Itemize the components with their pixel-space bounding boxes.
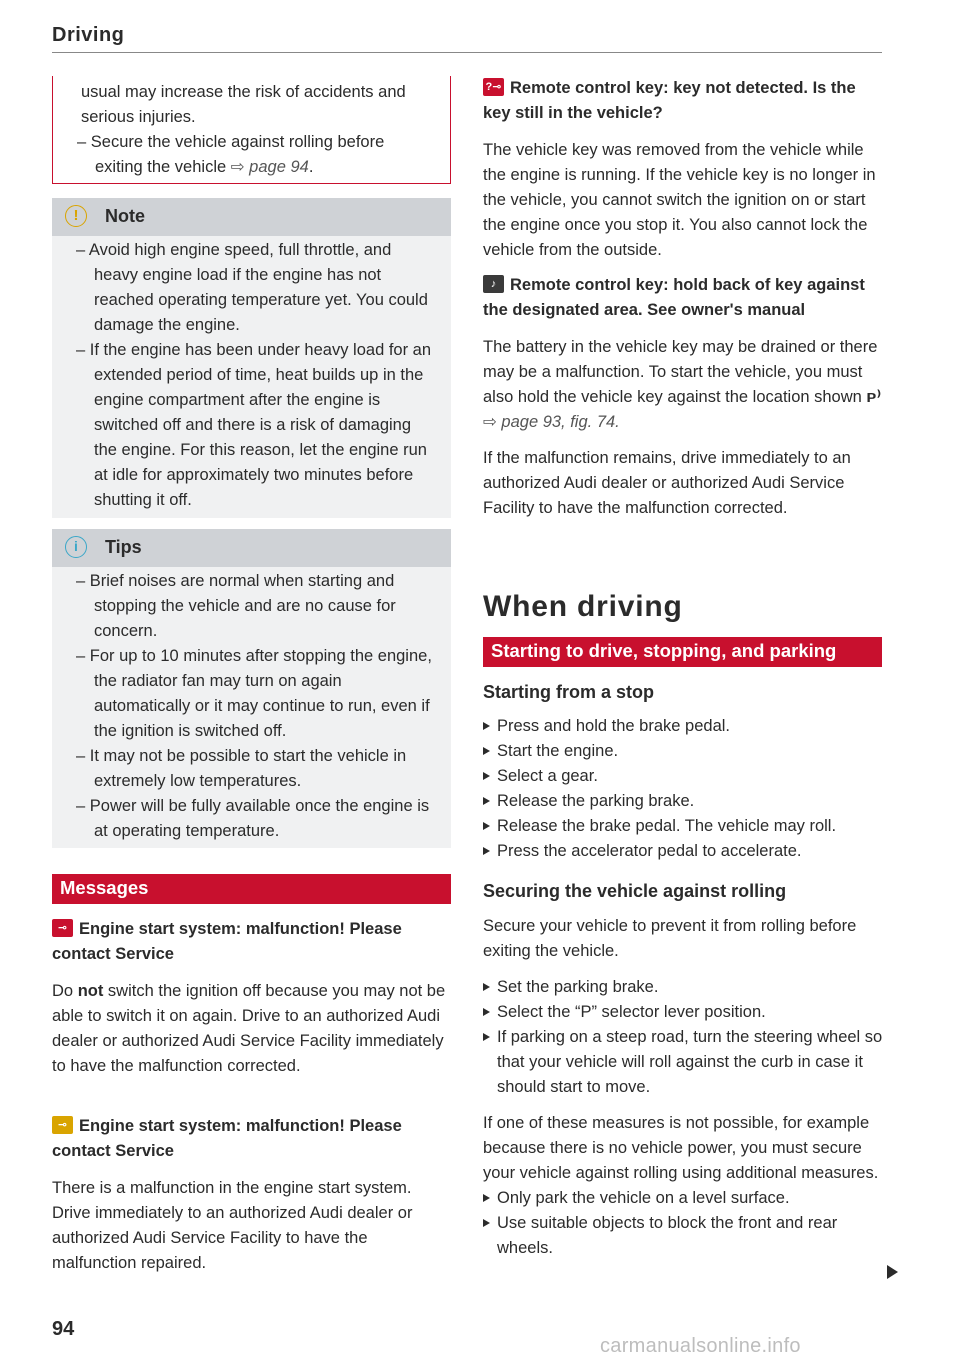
subsection-banner: Starting to drive, stopping, and parking: [483, 637, 882, 667]
message-body: The vehicle key was removed from the vehicle while the engine is running. If the vehicle key is no longer in the vehicle, you cannot switch the ignition on or start the engine once you stop it. You also cannot lock the vehicle from the outside.: [483, 141, 876, 259]
section-heading: Starting from a stop: [483, 682, 655, 702]
message-body: There is a malfunction in the engine start system. Drive immediately to an authorized Audi dealer or authorized Audi Service Facility to have the malfunction repaired.: [52, 1179, 413, 1272]
key-signal-icon: ♪: [483, 275, 504, 293]
key-not-detected-icon: ?⊸: [483, 78, 504, 96]
step-arrow-icon: [483, 1219, 490, 1227]
header-divider: [52, 52, 882, 53]
step-arrow-icon: [483, 847, 490, 855]
step-item: [483, 1025, 883, 1100]
section-heading: Securing the vehicle against rolling: [483, 881, 787, 901]
securing-paragraph: If one of these measures is not possible, for example because there is no vehicle power, you must secure your vehicle against rolling using additional measures.: [483, 1114, 879, 1182]
note-label: Note: [105, 206, 145, 226]
step-arrow-icon: [483, 822, 490, 830]
step-item: [483, 1000, 883, 1025]
body-bold-text: not: [77, 982, 104, 1000]
page-ref-link[interactable]: ⇨ page 94: [230, 158, 309, 176]
note-item: – Avoid high engine speed, full throttle, and heavy engine load if the engine has not reached operating temperature yet. You could damage the engine.: [76, 241, 428, 334]
step-item: [483, 1186, 883, 1211]
note-item: – If the engine has been under heavy load for an extended period of time, heat builds up in the engine compartment after the engine is switched off and there is a risk of damaging the engine. For this reason, let the engine run at idle for approximately two minutes before shutting it off.: [76, 341, 432, 509]
message-title-text: Engine start system: malfunction! Please contact Service: [52, 1117, 402, 1160]
message-engine-start-yellow: [52, 1114, 452, 1276]
step-text: Start the engine.: [497, 742, 619, 760]
message-body: [52, 979, 452, 1079]
step-text: Release the parking brake.: [497, 792, 695, 810]
step-item: [483, 764, 883, 789]
note-item-text: If the engine has been under heavy load for an extended period of time, heat builds up in the engine compartment after the engine is switched off and there is a risk of damaging the engine. For this reason, let the engine run at idle for approximately two minutes before shutting it off.: [89, 341, 432, 509]
step-text: Release the brake pedal. The vehicle may roll.: [497, 817, 837, 835]
securing-section: [483, 879, 883, 1261]
key-location-icon: ᴘ⁾: [866, 388, 882, 406]
engine-start-warning-yellow-icon: ⊸: [52, 1116, 73, 1134]
messages-banner: Messages: [52, 874, 451, 904]
step-text: Use suitable objects to block the front and rear wheels.: [497, 1214, 838, 1257]
body-text: switch the ignition off because you may not be able to switch it on again. Drive to an authorized Audi dealer or authorized Audi Service Facility immediately to have the malfunction corrected.: [52, 982, 446, 1075]
step-item: [483, 839, 883, 864]
section-title: Driving: [52, 24, 125, 46]
tips-item-text: Brief noises are normal when starting and stopping the vehicle and are no cause for concern.: [89, 572, 396, 640]
body-text: The battery in the vehicle key may be drained or there may be a malfunction. To start the vehicle, you must also hold the vehicle key against the location shown: [483, 338, 878, 406]
step-arrow-icon: [483, 1008, 490, 1016]
step-item: [483, 975, 883, 1000]
step-arrow-icon: [483, 1033, 490, 1041]
message-title: [52, 1114, 452, 1164]
step-arrow-icon: [483, 772, 490, 780]
page-ref-link[interactable]: ⇨ page 93, fig. 74.: [483, 413, 620, 431]
tips-label: Tips: [105, 537, 142, 557]
warning-box: [52, 76, 451, 184]
securing-intro: Secure your vehicle to prevent it from rolling before exiting the vehicle.: [483, 917, 857, 960]
step-item: [483, 1211, 883, 1261]
step-item: [483, 739, 883, 764]
step-arrow-icon: [483, 797, 490, 805]
step-arrow-icon: [483, 983, 490, 991]
tips-item-text: It may not be possible to start the vehicle in extremely low temperatures.: [89, 747, 407, 790]
warning-text: usual may increase the risk of accidents and serious injuries.: [81, 83, 406, 126]
tips-item: – Power will be fully available once the engine is at operating temperature.: [76, 797, 430, 840]
message-engine-start-red: [52, 917, 452, 1079]
note-body: [52, 236, 451, 518]
step-arrow-icon: [483, 747, 490, 755]
tips-item: – Brief noises are normal when starting and stopping the vehicle and are no cause for concern.: [76, 572, 396, 640]
note-header: [52, 198, 451, 236]
message-title: [483, 76, 883, 126]
info-circle-icon: i: [65, 536, 87, 558]
body-text: Do: [52, 982, 78, 1000]
note-item-text: Avoid high engine speed, full throttle, and heavy engine load if the engine has not reached operating temperature yet. You could damage the engine.: [88, 241, 428, 334]
message-title-text: Engine start system: malfunction! Please contact Service: [52, 920, 402, 963]
message-hold-key: [483, 273, 883, 521]
tips-header: [52, 529, 451, 567]
message-body: [483, 335, 883, 435]
step-text: If parking on a steep road, turn the steering wheel so that your vehicle will roll against the curb in case it should start to move.: [497, 1028, 883, 1096]
message-body-2: If the malfunction remains, drive immediately to an authorized Audi dealer or authorized Audi Service Facility to have the malfunction corrected.: [483, 449, 851, 517]
warning-item: – Secure the vehicle against rolling before exiting the vehicle ⇨ page 94.: [77, 133, 385, 176]
step-item: [483, 814, 883, 839]
step-text: Press the accelerator pedal to accelerate.: [497, 842, 802, 860]
step-text: Select a gear.: [497, 767, 598, 785]
tips-item: – It may not be possible to start the vehicle in extremely low temperatures.: [76, 747, 407, 790]
tips-body: [52, 567, 451, 848]
step-arrow-icon: [483, 1194, 490, 1202]
message-title-text: Remote control key: hold back of key against the designated area. See owner's manual: [483, 276, 865, 319]
continue-arrow-icon: [887, 1265, 898, 1279]
step-arrow-icon: [483, 722, 490, 730]
step-text: Select the “P” selector lever position.: [497, 1003, 766, 1021]
message-key-not-detected: [483, 76, 883, 263]
message-title: [483, 273, 883, 323]
tips-item: – For up to 10 minutes after stopping the engine, the radiator fan may turn on again automatically or it may continue to run, even if the ignition is switched off.: [76, 647, 432, 740]
watermark: carmanualsonline.info: [600, 1335, 801, 1357]
starting-section: [483, 680, 883, 864]
exclamation-circle-icon: !: [65, 205, 87, 227]
step-text: Set the parking brake.: [497, 978, 659, 996]
engine-start-warning-red-icon: ⊸: [52, 919, 73, 937]
chapter-heading: When driving: [483, 590, 683, 623]
step-item: [483, 714, 883, 739]
message-title-text: Remote control key: key not detected. Is the key still in the vehicle?: [483, 79, 856, 122]
tips-item-text: For up to 10 minutes after stopping the engine, the radiator fan may turn on again automatically or it may continue to run, even if the ignition is switched off.: [89, 647, 432, 740]
warning-item-text: Secure the vehicle against rolling before exiting the vehicle: [90, 133, 385, 176]
step-text: Press and hold the brake pedal.: [497, 717, 730, 735]
step-item: [483, 789, 883, 814]
step-text: Only park the vehicle on a level surface.: [497, 1189, 790, 1207]
message-title: [52, 917, 452, 967]
tips-item-text: Power will be fully available once the engine is at operating temperature.: [89, 797, 430, 840]
page-number: 94: [52, 1318, 75, 1340]
